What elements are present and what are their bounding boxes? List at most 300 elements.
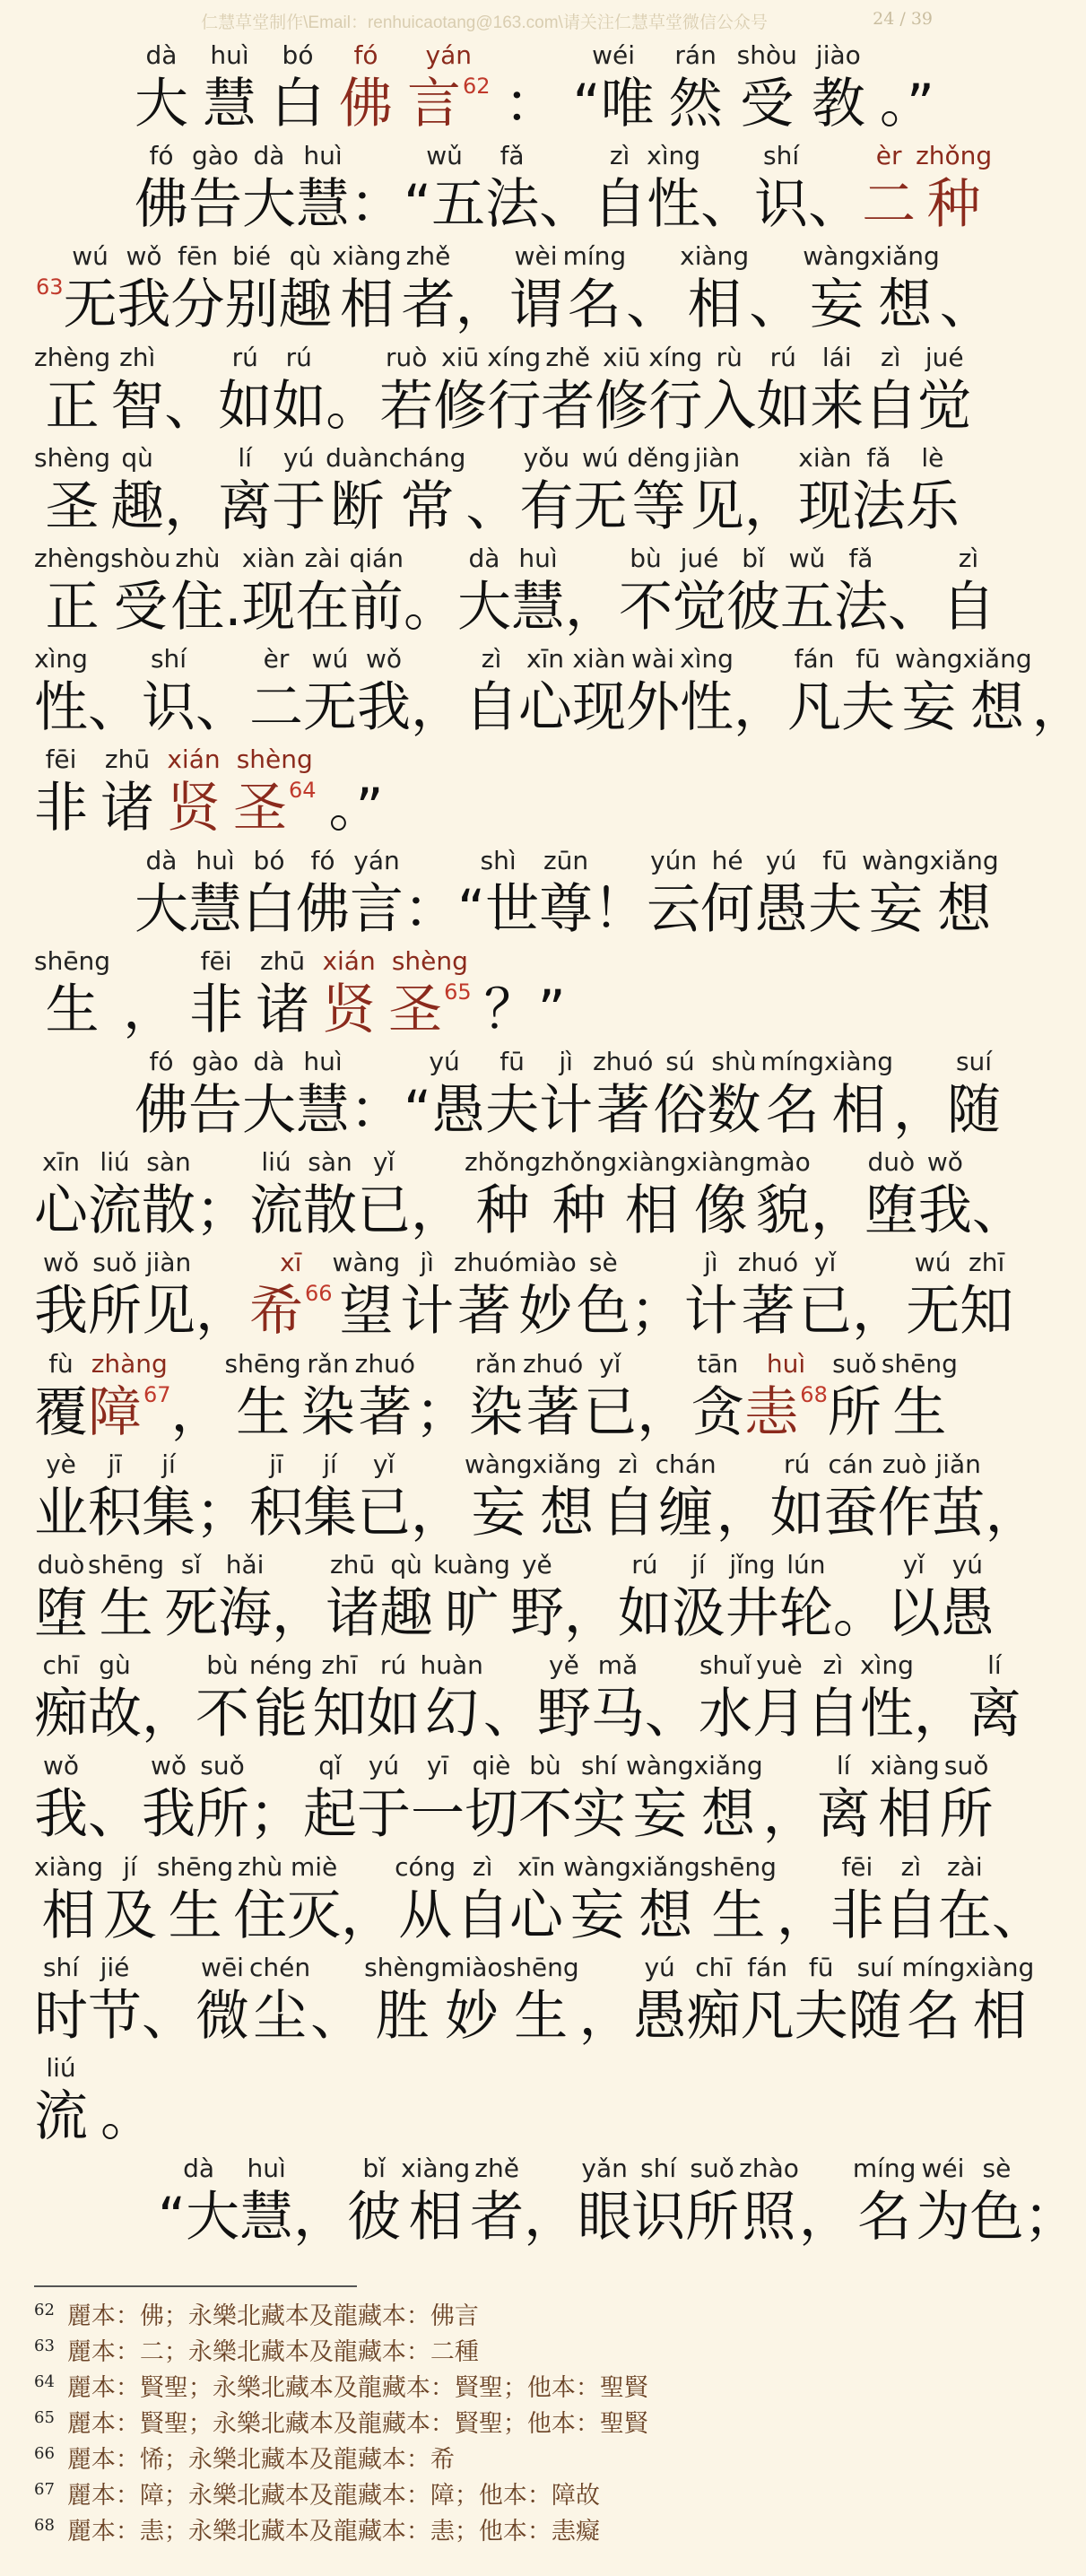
hanzi: ，: [272, 1582, 326, 1645]
hanzi: 妙: [444, 1984, 499, 2048]
text-line: [0, 1445, 1039, 1545]
text-line: [0, 1948, 1035, 2049]
hanzi: 彼: [347, 2186, 402, 2250]
hanzi: ，: [411, 1481, 465, 1545]
pinyin: fū: [856, 644, 881, 674]
hanzi: 随: [847, 1984, 902, 2048]
hanzi: 恚 68: [744, 1380, 828, 1444]
hanzi: ，: [985, 1481, 1039, 1545]
ruby-char: [653, 1046, 707, 1143]
pinyin: fán: [747, 1952, 788, 1982]
ruby-char: [631, 2153, 685, 2250]
pinyin: dà: [253, 141, 285, 171]
ruby-char: [577, 1247, 630, 1344]
hanzi: 愚: [632, 1984, 687, 2048]
ruby-char: [135, 1046, 188, 1143]
ruby-char: [242, 1046, 296, 1143]
ruby-char: [272, 342, 326, 439]
hanzi: 想: [878, 274, 933, 337]
footnote-ref[interactable]: 65: [444, 979, 472, 1005]
hanzi: 汲: [671, 1582, 725, 1645]
ruby-char: [523, 1348, 583, 1445]
pinyin: wàng: [626, 1751, 694, 1781]
pinyin: jiàn: [145, 1248, 192, 1278]
pinyin: huì: [210, 40, 249, 70]
hanzi: 。: [100, 2085, 154, 2148]
ruby-char: [717, 1449, 770, 1545]
ruby-char: [433, 342, 487, 439]
ruby-char: [864, 1146, 918, 1243]
hanzi: 、: [700, 173, 755, 237]
pinyin: fū: [500, 1047, 525, 1076]
ruby-char: [631, 1851, 700, 1948]
pinyin: liú: [261, 1147, 291, 1178]
pinyin: xī: [280, 1248, 302, 1278]
pinyin: yě: [521, 1550, 552, 1580]
footnote-text: 麗本：賢聖；永樂北藏本及龍藏本：賢聖；他本：聖賢: [66, 2410, 648, 2438]
hanzi: [34, 273, 64, 337]
ruby-char: [135, 39, 188, 136]
pinyin: shòu: [736, 40, 797, 70]
hanzi: 貌: [756, 1179, 811, 1243]
ruby-char: [469, 1348, 523, 1445]
ruby-char: [249, 1146, 303, 1243]
ruby-char: [648, 342, 702, 439]
ruby-char: [242, 140, 296, 237]
ruby-char: [188, 1046, 242, 1143]
ruby-char: [301, 1348, 355, 1445]
footnote-ref[interactable]: 67: [143, 1381, 171, 1407]
hanzi: “世: [457, 877, 540, 941]
ruby-char: [142, 1750, 195, 1847]
pinyin: xiū: [441, 342, 480, 372]
hanzi: 性: [34, 676, 88, 740]
pinyin: wàng: [332, 1248, 401, 1278]
pinyin: rù: [716, 342, 743, 372]
hanzi: 自: [593, 173, 647, 237]
hanzi: 自: [456, 1884, 510, 1947]
pinyin: yǒu: [523, 442, 570, 473]
text-line: [0, 740, 969, 840]
hanzi: 趣: [278, 274, 333, 337]
ruby-char: [34, 342, 110, 439]
ruby-char: [824, 1046, 893, 1143]
pinyin: yú: [429, 1047, 460, 1076]
ruby-char: [619, 543, 673, 640]
footnote-text: 麗本：障；永樂北藏本及龍藏本：障；他本：障故: [66, 2482, 600, 2510]
hanzi: 、: [626, 274, 681, 337]
pinyin: zì: [958, 544, 979, 573]
ruby-char: [848, 1952, 902, 2049]
ruby-char: [310, 1952, 364, 2049]
pinyin: shèng: [34, 442, 111, 473]
pinyin: yǐ: [599, 1348, 621, 1379]
pinyin: zhuó: [354, 1348, 415, 1379]
ruby-char: [777, 1851, 830, 1948]
pinyin: fó: [310, 845, 335, 875]
ruby-char: [739, 2153, 799, 2250]
pinyin: shèng: [236, 744, 313, 775]
text-line: [0, 640, 1086, 740]
hanzi: 尘: [253, 1984, 308, 2048]
pinyin: shēng: [699, 1851, 777, 1882]
hanzi: 著: [741, 1280, 795, 1344]
hanzi: 不: [618, 576, 673, 639]
hanzi: 、: [991, 1884, 1046, 1947]
footnote-ref[interactable]: 62: [463, 74, 491, 99]
hanzi: ，: [776, 1884, 830, 1947]
hanzi: 相: [972, 1984, 1027, 2048]
hanzi: 已: [798, 1280, 853, 1344]
pinyin: bó: [282, 40, 314, 70]
hanzi: 大: [242, 173, 296, 237]
ruby-char: [218, 442, 272, 539]
ruby-char: [916, 140, 992, 237]
pinyin: dà: [253, 1047, 285, 1076]
hanzi: 无: [906, 1280, 960, 1344]
ruby-char: [367, 1649, 421, 1746]
pinyin: tān: [697, 1348, 739, 1379]
ruby-char: [88, 1247, 142, 1344]
hanzi: 、: [539, 173, 594, 237]
pinyin: huì: [518, 544, 558, 573]
ruby-char: [779, 1549, 833, 1646]
hanzi: 如: [756, 374, 811, 438]
hanzi: 离: [816, 1783, 871, 1847]
pinyin: zhuó: [522, 1348, 584, 1379]
ruby-char: [602, 1449, 656, 1545]
footnote-ref[interactable]: 64: [289, 778, 317, 804]
ruby-char: [737, 39, 797, 136]
hanzi: 想: [970, 676, 1025, 740]
hanzi: 相: [831, 1079, 886, 1142]
hanzi: 、: [971, 1179, 1026, 1243]
hanzi: 想: [701, 1783, 756, 1847]
pinyin: jí: [691, 1550, 706, 1580]
hanzi: 数: [707, 1079, 761, 1142]
ruby-char: [630, 1247, 684, 1344]
hanzi: 流: [88, 1179, 142, 1243]
hanzi: 散: [303, 1179, 357, 1243]
ruby-char: [333, 240, 402, 337]
pinyin: lún: [786, 1550, 826, 1580]
text-line: [0, 439, 969, 539]
hanzi: 住: [170, 576, 225, 639]
ruby-char: [357, 1449, 411, 1545]
pinyin: shēng: [881, 1348, 958, 1379]
ruby-char: [537, 1649, 591, 1746]
hanzi: ？”: [483, 978, 566, 1041]
hanzi: 住: [233, 1884, 288, 1947]
ruby-char: [357, 643, 411, 740]
ruby-char: [918, 1146, 972, 1243]
ruby-char: [932, 1449, 986, 1545]
ruby-char: [817, 1750, 871, 1847]
ruby-char: [511, 543, 565, 640]
ruby-char: [965, 1952, 1034, 2049]
ruby-char: [411, 1146, 465, 1243]
ruby-char: [88, 1348, 171, 1445]
hanzi: 教: [811, 73, 865, 135]
ruby-char: [123, 945, 177, 1042]
pinyin: zài: [304, 544, 341, 573]
ruby-char: [322, 945, 376, 1042]
ruby-char: [884, 1851, 938, 1948]
ruby-char: [914, 1649, 968, 1746]
pinyin: zuò: [882, 1449, 927, 1479]
ruby-char: [287, 1851, 341, 1948]
hanzi: 痴: [34, 1683, 88, 1746]
ruby-char: [518, 1750, 572, 1847]
hanzi: 自: [941, 576, 995, 639]
pinyin: suǒ: [92, 1248, 137, 1278]
footnote-item: [34, 2436, 455, 2472]
ruby-char: [798, 1247, 852, 1344]
hanzi: 种: [926, 173, 981, 237]
ruby-char: [465, 1750, 518, 1847]
ruby-char: [578, 2153, 631, 2250]
ruby-char: [242, 845, 296, 942]
pinyin: sú: [665, 1047, 695, 1076]
pinyin: fǎ: [848, 544, 873, 573]
hanzi: 等: [631, 474, 686, 538]
hanzi: 凡: [740, 1984, 795, 2048]
ruby-char: [828, 1348, 882, 1445]
pinyin: rú: [231, 342, 258, 372]
hanzi: 妄: [569, 1884, 624, 1947]
pinyin: sàn: [308, 1147, 352, 1178]
pinyin: miào: [440, 1952, 503, 1982]
pinyin: zhèng: [34, 544, 111, 573]
ruby-char: [347, 2153, 401, 2250]
footnote-number: 64: [34, 2372, 55, 2391]
ruby-char: [798, 442, 852, 539]
footnote-text: 麗本：悕；永樂北藏本及龍藏本：希: [66, 2446, 455, 2474]
hanzi: 受: [113, 576, 168, 639]
ruby-char: [279, 240, 333, 337]
pinyin: suǒ: [832, 1348, 877, 1379]
hanzi: 贪: [691, 1380, 745, 1444]
pinyin: dà: [145, 40, 178, 70]
ruby-char: [272, 442, 326, 539]
hanzi: 以: [886, 1582, 941, 1645]
hanzi: 。: [832, 1582, 887, 1645]
ruby-char: [313, 1649, 367, 1746]
ruby-char: [1023, 2153, 1077, 2250]
ruby-char: [167, 744, 221, 840]
ruby-char: [379, 342, 433, 439]
ruby-char: [400, 1247, 454, 1344]
hanzi: 。: [326, 374, 380, 438]
hanzi: 大: [456, 576, 511, 639]
hanzi: 识: [754, 173, 809, 237]
ruby-char: [88, 1549, 164, 1646]
ruby-char: [142, 1649, 195, 1746]
pinyin: fēi: [200, 945, 232, 976]
pinyin: jì: [420, 1248, 434, 1278]
pinyin: wǒ: [926, 1147, 963, 1178]
text-line: [0, 237, 994, 337]
hanzi: 慧: [296, 1079, 350, 1142]
ruby-char: [296, 845, 350, 942]
footnote-ref[interactable]: 63: [36, 274, 64, 300]
ruby-char: [142, 1952, 195, 2049]
hanzi: 告: [188, 173, 242, 237]
pinyin: zì: [618, 1449, 639, 1479]
pinyin: wǒ: [42, 1751, 80, 1781]
ruby-char: [484, 945, 566, 1042]
hanzi: 计: [400, 1280, 455, 1344]
hanzi: 圣 64: [233, 777, 317, 840]
ruby-char: [170, 543, 224, 640]
hanzi: 圣 65: [388, 978, 472, 1041]
pinyin: wàng: [803, 241, 871, 272]
hanzi: 识: [142, 676, 195, 740]
pinyin: zhì: [119, 342, 156, 372]
pinyin: duò: [867, 1147, 916, 1178]
ruby-char: [684, 1247, 738, 1344]
hanzi: 非: [830, 1884, 884, 1947]
ruby-char: [142, 1146, 195, 1243]
hanzi: 痴: [686, 1984, 741, 2048]
ruby-char: [142, 643, 195, 740]
hanzi: 夫: [808, 877, 863, 941]
pinyin: xīn: [517, 1851, 556, 1882]
ruby-char: [969, 2153, 1023, 2250]
ruby-char: [760, 1046, 824, 1143]
ruby-char: [333, 1247, 401, 1344]
pinyin: wǒ: [365, 644, 403, 674]
hanzi: 所: [195, 1783, 249, 1847]
hanzi: 乐: [905, 474, 960, 538]
pinyin: zhū: [329, 1550, 376, 1580]
ruby-char: [593, 140, 647, 237]
hanzi: .: [224, 576, 242, 639]
hanzi: “愚: [404, 1079, 486, 1142]
pinyin: shèng: [391, 945, 468, 976]
hanzi: 积: [88, 1481, 142, 1545]
hanzi: 所: [88, 1280, 142, 1344]
pinyin: yè: [46, 1449, 76, 1479]
ruby-char: [88, 1146, 142, 1243]
hanzi: 尊: [539, 877, 594, 941]
ruby-char: [389, 442, 466, 539]
hanzi: 照: [742, 2186, 796, 2250]
ruby-char: [88, 1649, 142, 1746]
ruby-char: [752, 1649, 806, 1746]
ruby-char: [350, 140, 404, 237]
hanzi: 夫: [485, 1079, 540, 1142]
ruby-char: [117, 240, 171, 337]
hanzi: 名: [765, 1079, 820, 1142]
hanzi: 、: [887, 576, 942, 639]
hanzi: 希 66: [249, 1280, 333, 1344]
ruby-char: [627, 442, 691, 539]
ruby-char: [34, 543, 110, 640]
hanzi: 我: [917, 1179, 972, 1243]
hanzi: 想: [639, 1884, 693, 1947]
pinyin: děng: [627, 442, 691, 473]
hanzi: 心: [518, 676, 572, 740]
hanzi: 妄: [471, 1481, 526, 1545]
pinyin: duàn: [326, 442, 389, 473]
pinyin: wèi: [514, 241, 558, 272]
pinyin: zhě: [474, 2154, 519, 2184]
hanzi: 、: [88, 676, 142, 740]
hanzi: 名: [567, 274, 621, 337]
footnote-item: [34, 2293, 479, 2328]
ruby-char: [685, 2153, 739, 2250]
ruby-char: [142, 1449, 195, 1545]
ruby-char: [457, 543, 511, 640]
hanzi: 生: [892, 1380, 947, 1444]
hanzi: 无: [303, 676, 357, 740]
ruby-char: [225, 240, 279, 337]
ruby-char: [906, 442, 960, 539]
ruby-char: [686, 1146, 755, 1243]
pinyin: zì: [880, 342, 901, 372]
hanzi: 缠: [658, 1481, 713, 1545]
hanzi: ，: [578, 1984, 633, 2048]
hanzi: 蚕: [823, 1481, 878, 1545]
pinyin: zhǒng: [916, 141, 993, 171]
hanzi: 者: [470, 2186, 525, 2250]
hanzi: 业: [34, 1481, 88, 1545]
hanzi: ；: [630, 1280, 684, 1344]
ruby-char: [195, 1449, 249, 1545]
pinyin: suí: [856, 1952, 893, 1982]
hanzi: 前: [349, 576, 404, 639]
hanzi: 生: [99, 1582, 153, 1645]
ruby-char: [878, 1449, 932, 1545]
pinyin: miè: [290, 1851, 338, 1882]
ruby-char: [510, 1549, 564, 1646]
pinyin: shuǐ: [699, 1650, 752, 1681]
pinyin: huì: [766, 1348, 806, 1379]
pinyin: zì: [481, 644, 502, 674]
hanzi: 如: [366, 1683, 421, 1746]
pinyin: rú: [631, 1550, 658, 1580]
hanzi: 见: [690, 474, 744, 538]
hanzi: 愚: [940, 1582, 995, 1645]
hanzi: ；: [195, 1481, 249, 1545]
hanzi: ，: [564, 576, 619, 639]
ruby-char: [830, 1851, 884, 1948]
ruby-char: [902, 1952, 966, 2049]
ruby-char: [249, 1750, 303, 1847]
pinyin: lái: [821, 342, 852, 372]
pinyin: gào: [191, 1047, 239, 1076]
pinyin: xiàng: [824, 1047, 894, 1076]
ruby-char: [411, 1449, 465, 1545]
hanzi: 覆: [34, 1380, 88, 1444]
ruby-char: [411, 643, 465, 740]
pinyin: bù: [630, 544, 662, 573]
pinyin: gào: [191, 141, 239, 171]
hanzi: 贤: [322, 978, 377, 1041]
footnote-ref[interactable]: 68: [800, 1381, 828, 1407]
ruby-char: [224, 543, 241, 640]
hanzi: 见: [142, 1280, 195, 1344]
ruby-char: [862, 140, 916, 237]
ruby-char: [34, 442, 110, 539]
ruby-char: [680, 643, 734, 740]
footnote-ref[interactable]: 66: [305, 1281, 333, 1307]
ruby-char: [88, 1750, 142, 1847]
pinyin: rú: [379, 1650, 407, 1681]
hanzi: 彼: [725, 576, 780, 639]
pinyin: wàng: [563, 1851, 631, 1882]
